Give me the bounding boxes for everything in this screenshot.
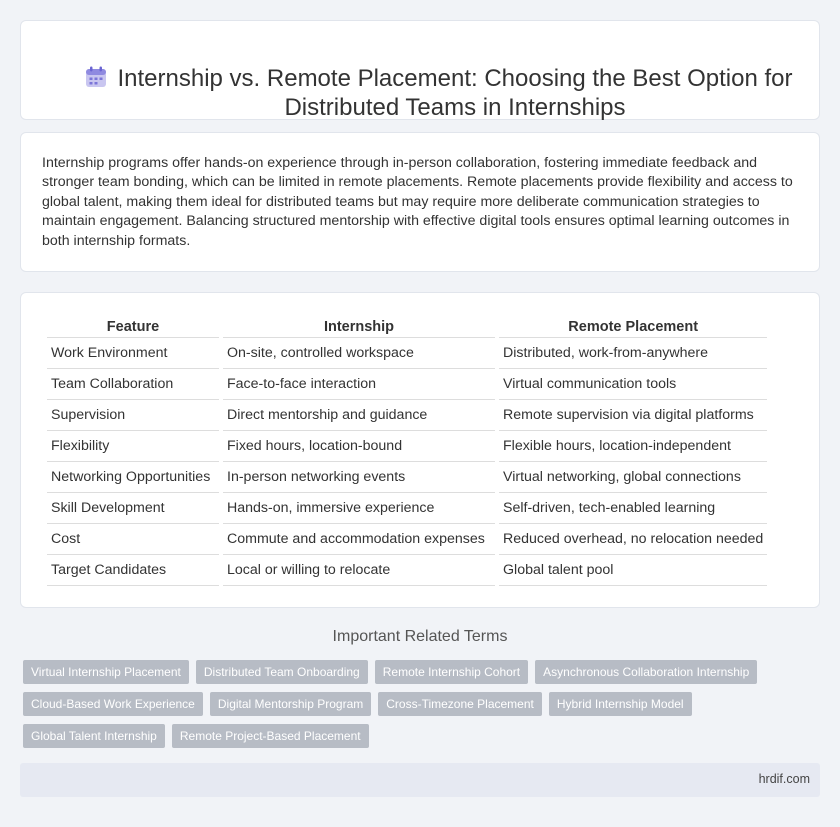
- remote-cell: Remote supervision via digital platforms: [499, 400, 767, 431]
- remote-cell: Global talent pool: [499, 555, 767, 586]
- comparison-table-card: [20, 292, 820, 608]
- internship-cell: On-site, controlled workspace: [223, 338, 495, 369]
- table-row: [47, 400, 767, 431]
- feature-cell: Target Candidates: [47, 555, 219, 586]
- header-remote-placement: Remote Placement: [499, 316, 767, 338]
- header-feature: Feature: [47, 316, 219, 338]
- internship-cell: Direct mentorship and guidance: [223, 400, 495, 431]
- term-tag[interactable]: Hybrid Internship Model: [549, 692, 692, 716]
- table-header-row: [47, 316, 767, 338]
- related-terms-list: [23, 660, 783, 748]
- table-row: [47, 524, 767, 555]
- term-tag[interactable]: Cross-Timezone Placement: [378, 692, 542, 716]
- internship-cell: Hands-on, immersive experience: [223, 493, 495, 524]
- table-row: [47, 555, 767, 586]
- footer-site-link[interactable]: hrdif.com: [758, 772, 810, 786]
- remote-cell: Reduced overhead, no relocation needed: [499, 524, 767, 555]
- table-row: [47, 493, 767, 524]
- feature-cell: Team Collaboration: [47, 369, 219, 400]
- feature-cell: Networking Opportunities: [47, 462, 219, 493]
- header-card: [20, 20, 820, 120]
- table-row: [47, 369, 767, 400]
- internship-cell: In-person networking events: [223, 462, 495, 493]
- term-tag[interactable]: Asynchronous Collaboration Internship: [535, 660, 757, 684]
- remote-cell: Flexible hours, location-independent: [499, 431, 767, 462]
- term-tag[interactable]: Virtual Internship Placement: [23, 660, 189, 684]
- remote-cell: Virtual networking, global connections: [499, 462, 767, 493]
- table-row: [47, 431, 767, 462]
- header-internship: Internship: [223, 316, 495, 338]
- internship-cell: Commute and accommodation expenses: [223, 524, 495, 555]
- feature-cell: Cost: [47, 524, 219, 555]
- internship-cell: Fixed hours, location-bound: [223, 431, 495, 462]
- related-terms-title: Important Related Terms: [332, 628, 508, 645]
- feature-cell: Flexibility: [47, 431, 219, 462]
- remote-cell: Distributed, work-from-anywhere: [499, 338, 767, 369]
- internship-cell: Face-to-face interaction: [223, 369, 495, 400]
- term-tag[interactable]: Global Talent Internship: [23, 724, 165, 748]
- feature-cell: Supervision: [47, 400, 219, 431]
- term-tag[interactable]: Digital Mentorship Program: [210, 692, 371, 716]
- term-tag[interactable]: Distributed Team Onboarding: [196, 660, 368, 684]
- term-tag[interactable]: Cloud-Based Work Experience: [23, 692, 203, 716]
- remote-cell: Self-driven, tech-enabled learning: [499, 493, 767, 524]
- table-row: [47, 338, 767, 369]
- feature-cell: Work Environment: [47, 338, 219, 369]
- term-tag[interactable]: Remote Internship Cohort: [375, 660, 528, 684]
- intro-card: [20, 132, 820, 272]
- remote-cell: Virtual communication tools: [499, 369, 767, 400]
- page-title: Internship vs. Remote Placement: Choosing the Best Option for Distributed Teams in Internships: [117, 65, 793, 121]
- calendar-icon: [84, 65, 108, 89]
- table-row: [47, 462, 767, 493]
- feature-cell: Skill Development: [47, 493, 219, 524]
- internship-cell: Local or willing to relocate: [223, 555, 495, 586]
- footer: [20, 763, 820, 797]
- comparison-table: [43, 316, 771, 586]
- intro-paragraph: Internship programs offer hands-on experience through in-person collaboration, fostering immediate feedback and stronger team bonding, which can be limited in remote placements. Remote placements provide flexibility and access to global talent, making them ideal for distributed teams but may require more deliberate communication strategies to maintain engagement. Balancing structured mentorship with effective digital tools ensures optimal learning outcomes in both internship formats.: [42, 155, 793, 249]
- term-tag[interactable]: Remote Project-Based Placement: [172, 724, 369, 748]
